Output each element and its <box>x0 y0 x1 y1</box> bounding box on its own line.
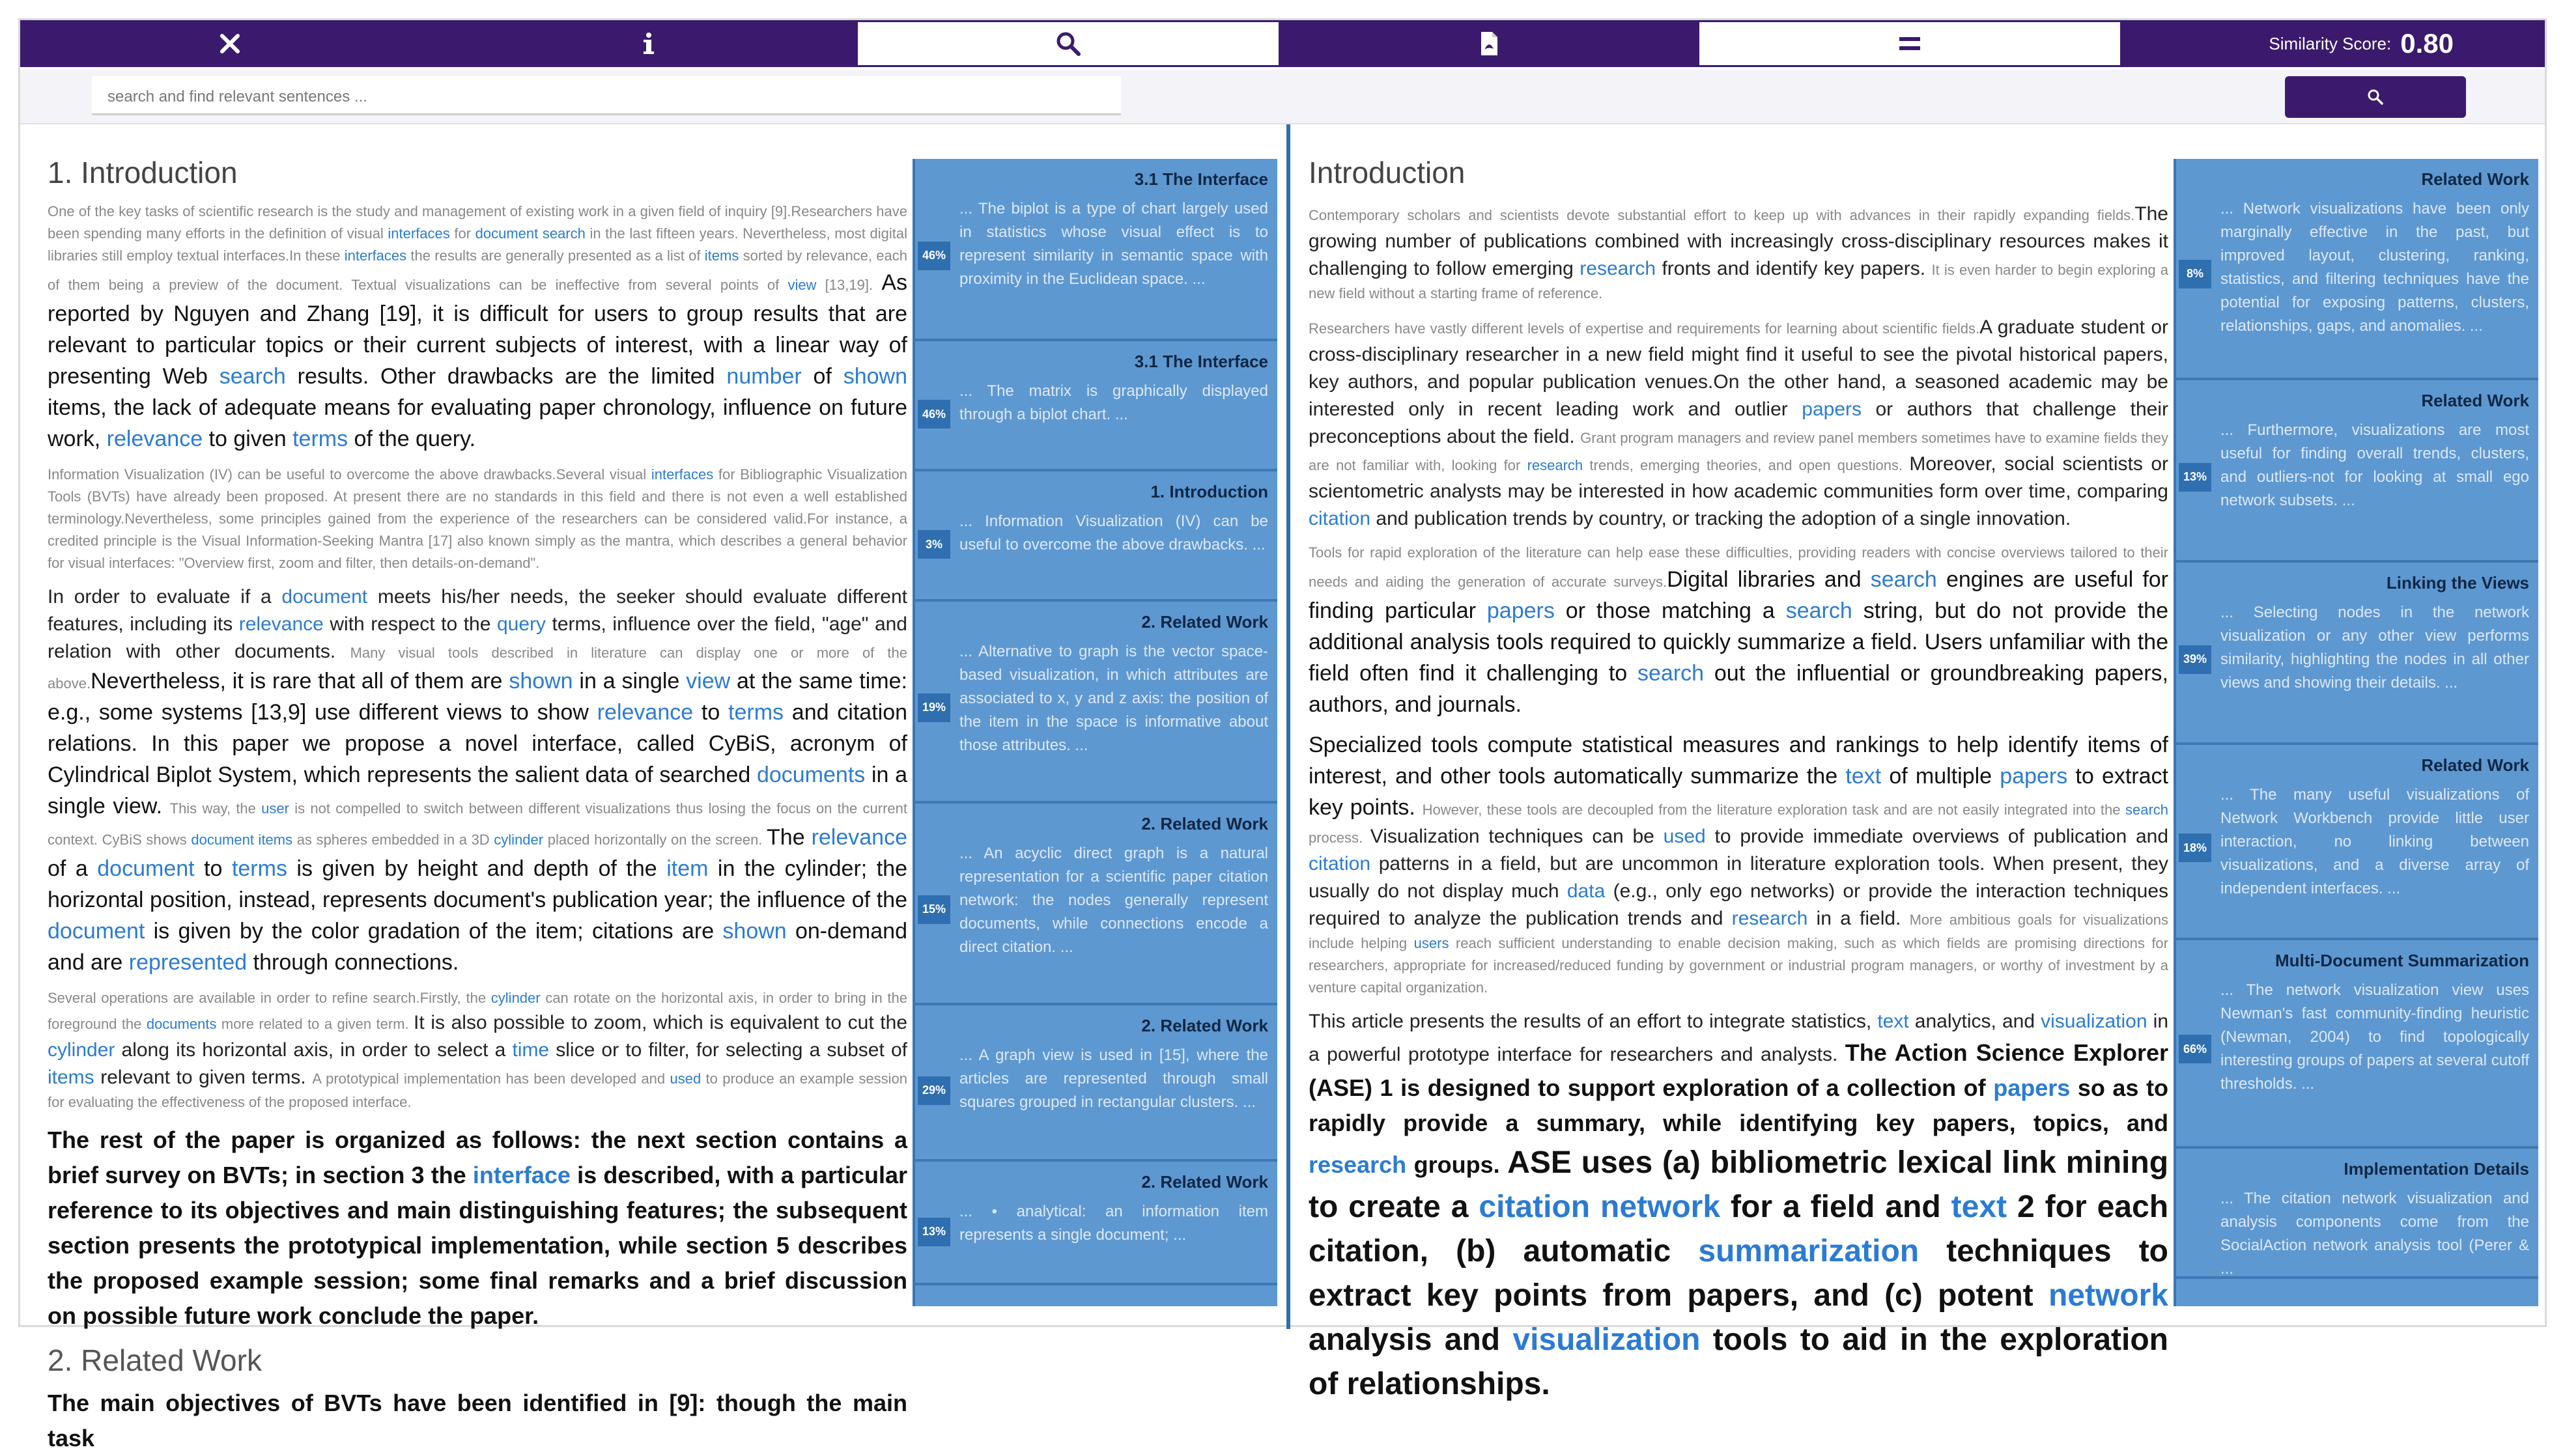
card-sentence-text: ... Furthermore, visualizations are most useful for finding overall trends, clusters, and outliers-not for looking at small ego network subsets. ... <box>2220 421 2529 509</box>
sentence-text: The Action Science Explorer (ASE) 1 is designed to support exploration of a collection of <box>1309 1039 2168 1101</box>
highlighted-term[interactable]: interfaces <box>651 466 714 483</box>
card-section-title: 3.1 The Interface <box>1134 352 1268 371</box>
highlighted-term[interactable]: documents <box>146 1016 217 1032</box>
highlighted-term[interactable]: items <box>48 1067 94 1088</box>
sentence-text: 2 for each citation, (b) automatic <box>1309 1190 2169 1268</box>
sentence-text: It is even harder to begin exploring a new field without a starting frame of reference. <box>1309 262 2169 301</box>
sentence-text: engines are useful for finding particular <box>1309 567 2168 623</box>
left-document-pane <box>48 141 1279 1451</box>
highlighted-term[interactable]: terms <box>292 427 348 451</box>
sentence-text: on-demand and are <box>48 919 907 975</box>
card-sentence-text: ... Selecting nodes in the network visualization or any other view performs similarity, highlighting the nodes in all other views and showing their details. ... <box>2220 604 2529 692</box>
highlighted-term[interactable]: relevance <box>106 427 203 451</box>
highlighted-term[interactable]: cylinder <box>490 990 541 1006</box>
sentence-text: in the cylinder; the horizontal position, instead, represents document's publication year; the influence of the <box>48 856 907 912</box>
toolbar <box>20 20 2545 67</box>
highlighted-term[interactable]: users <box>1413 935 1449 951</box>
sentence-text: through connections. <box>247 950 459 975</box>
sentence-text: Many visual tools described in literature can display one or more of the above. <box>48 645 908 692</box>
card-sentence-text: ... The citation network visualization and analysis components come from the SocialAction network analysis tool (Perer & ... <box>2220 1190 2529 1278</box>
similarity-percent-badge: 66% <box>2179 1035 2211 1063</box>
paragraph <box>1309 201 2168 305</box>
similar-sentence-card[interactable] <box>915 1005 1277 1162</box>
paragraph <box>48 1386 907 1456</box>
section-heading: 1. Introduction <box>48 156 238 189</box>
sentence-text: Visualization techniques can be <box>1370 826 1664 847</box>
highlighted-term[interactable]: number <box>726 364 802 389</box>
paragraph <box>48 201 907 455</box>
highlighted-term[interactable]: papers <box>1802 399 1862 420</box>
highlighted-term[interactable]: query <box>496 613 546 635</box>
card-section-title: 2. Related Work <box>1141 1016 1268 1035</box>
highlighted-term[interactable]: user <box>261 800 289 817</box>
highlighted-term[interactable]: text <box>1877 1011 1909 1032</box>
similar-sentence-card[interactable] <box>915 602 1277 804</box>
highlighted-term[interactable]: search <box>1870 567 1937 592</box>
similar-sentence-card[interactable] <box>2176 940 2538 1149</box>
paragraph <box>48 987 907 1113</box>
highlighted-term[interactable]: represented <box>128 950 248 975</box>
paragraph <box>48 1123 907 1334</box>
sentence-text: One of the key tasks of scientific research is the study and management of existing work in a given field of inquiry [9].Researchers have been spending many efforts in the definition of visual <box>48 203 907 242</box>
sentence-text: Specialized tools compute statistical measures and rankings to help identify items of interest, and other tools automatically summarize the <box>1309 733 2168 789</box>
search-icon <box>1055 31 1081 57</box>
right-similarity-sidebar <box>2174 159 2538 1306</box>
close-icon <box>217 31 243 57</box>
sentence-text: More ambitious goals for visualizations include helping <box>1309 912 2168 951</box>
highlighted-term[interactable]: visualization <box>1512 1323 1701 1357</box>
card-section-title: Related Work <box>2421 755 2529 775</box>
similarity-percent-badge: 29% <box>918 1076 950 1105</box>
sentence-text: placed horizontally on the screen. <box>543 832 767 848</box>
compare-tab-button[interactable] <box>1699 20 2120 67</box>
card-section-title: 1. Introduction <box>1150 482 1268 501</box>
similar-sentence-card[interactable] <box>2176 159 2538 380</box>
highlighted-term[interactable]: relevance <box>238 613 324 635</box>
sentence-text: However, these tools are decoupled from the literature exploration task and are not easily integrated into the <box>1422 802 2125 818</box>
similarity-label: Similarity Score: <box>2269 33 2392 53</box>
highlighted-term[interactable]: text <box>1845 764 1882 789</box>
sentence-text: Several operations are available in order to refine search.Firstly, the <box>48 990 491 1006</box>
similarity-percent-badge: 46% <box>918 400 950 428</box>
highlighted-term[interactable]: view <box>686 669 731 693</box>
paragraph <box>1309 314 2168 533</box>
highlighted-term[interactable]: shown <box>843 364 908 389</box>
similar-sentence-card[interactable] <box>2176 380 2538 563</box>
sentence-text: with respect to the <box>323 613 497 635</box>
highlighted-term[interactable]: research <box>1527 457 1583 473</box>
sentence-text: to <box>194 856 232 881</box>
sentence-text: tools to aid in the exploration of relationships. <box>1309 1323 2168 1401</box>
highlighted-term[interactable]: relevance <box>597 700 694 725</box>
search-tab-button[interactable] <box>858 20 1279 67</box>
sentence-text: to provide immediate overviews of publication and <box>1705 826 2169 847</box>
sentence-text: patterns in a field, but are uncommon in literature exploration tools. When present, they usually do not display much <box>1309 853 2168 902</box>
highlighted-term[interactable]: document <box>281 586 368 608</box>
sentence-text: meets his/her needs, the seeker should evaluate different features, including its <box>48 586 907 635</box>
sentence-text: can rotate on the horizontal axis, in order to bring in the foreground the <box>48 990 907 1032</box>
sentence-text: and publication trends by country, or tracking the adoption of a single innovation. <box>1370 508 2071 529</box>
highlighted-term[interactable]: search <box>219 364 286 389</box>
similar-sentence-card[interactable] <box>915 159 1277 341</box>
sentence-text: Digital libraries and <box>1667 567 1871 592</box>
paragraph <box>48 464 907 574</box>
sentence-text: is not compelled to switch between different visualizations thus losing the focus on the current context. CyBiS shows <box>48 800 907 848</box>
sentence-text: in a single view. <box>48 763 908 819</box>
sentence-text: [13,19]. <box>816 277 882 293</box>
sentence-text: ASE uses (a) bibliometric lexical link mining to create a <box>1309 1145 2169 1224</box>
right-document-pane <box>1309 141 2540 1401</box>
card-section-title: 2. Related Work <box>1141 814 1268 833</box>
search-bar <box>20 70 2545 124</box>
card-sentence-text: ... A graph view is used in [15], where the articles are represented through small squares grouped in rectangular clusters. ... <box>959 1046 1268 1111</box>
pdf-file-icon <box>1476 31 1502 57</box>
card-sentence-text: ... Network visualizations have been only marginally effective in the past, but improved layout, clustering, ranking, statistics, and filtering techniques have the potential for exposing patterns, clusters, relationships, gaps, and anomalies. ... <box>2220 200 2529 335</box>
sentence-text: The <box>767 825 812 850</box>
sentence-text: Moreover, social scientists or scientometric analysts may be interested in how academic communities form over time, comparing <box>1309 453 2169 502</box>
sentence-text: as spheres embedded in a 3D <box>292 832 494 848</box>
search-input[interactable]: search and find relevant sentences ... <box>92 76 1121 115</box>
sentence-text: of a <box>48 856 98 881</box>
sentence-text: fronts and identify key papers. <box>1656 258 1932 279</box>
card-sentence-text: ... An acyclic direct graph is a natural representation for a scientific paper citation network: the nodes generally represent documents, while connections encode a direct citation. ... <box>959 845 1268 956</box>
highlighted-term[interactable]: document <box>97 856 195 881</box>
card-section-title: 3.1 The Interface <box>1134 169 1268 189</box>
similarity-percent-badge: 46% <box>918 242 950 270</box>
highlighted-term[interactable]: citation <box>1309 508 1371 529</box>
card-section-title: Multi-Document Summarization <box>2274 951 2529 970</box>
highlighted-term[interactable]: citation <box>1309 853 1371 875</box>
highlighted-term[interactable]: relevance <box>811 825 907 850</box>
highlighted-term[interactable]: citation network <box>1479 1190 1721 1224</box>
highlighted-term[interactable]: search <box>2125 802 2169 818</box>
highlighted-term[interactable]: interface <box>472 1162 571 1188</box>
sentence-text: analysis and <box>1309 1323 1513 1357</box>
search-submit-button[interactable] <box>2285 76 2466 118</box>
sentence-text: trends, emerging theories, and open questions. <box>1583 457 1910 473</box>
paragraph <box>1309 542 2168 720</box>
highlighted-term[interactable]: network <box>2048 1278 2168 1313</box>
sentence-text: at the same time: e.g., some systems [13,9] use different views to show <box>48 669 907 725</box>
highlighted-term[interactable]: research <box>1580 258 1656 279</box>
sentence-text: The rest of the paper is organized as follows: the next section contains a brief survey on BVTs; in section 3 the <box>48 1127 907 1188</box>
highlighted-term[interactable]: view <box>787 277 817 293</box>
similarity-score <box>2120 20 2545 67</box>
sentence-text: Researchers have vastly different levels of expertise and requirements for learning about scientific fields. <box>1309 320 1980 337</box>
sentence-text: Tools for rapid exploration of the literature can help ease these difficulties, providing readers with concise overviews tailored to their needs and aiding the generation of accurate surveys. <box>1309 544 2168 590</box>
similarity-percent-badge: 19% <box>918 693 950 722</box>
sentence-text: or authors that challenge their preconceptions about the field. <box>1309 399 2169 447</box>
sentence-text: and citation relations. In this paper we propose a novel interface, called CyBiS, acronym of Cylindrical Biplot System, which represents the salient data of searched <box>48 700 908 787</box>
highlighted-term[interactable]: used <box>670 1071 701 1087</box>
sentence-text: is described, with a particular reference to its objectives and main distinguishing features; the subsequent section presents the prototypical implementation, while section 5 describes the proposed example session; some final remarks and a brief discussion on possible future work conclude the paper. <box>48 1162 907 1329</box>
sentence-text: to extract key points. <box>1309 764 2168 820</box>
highlighted-term[interactable]: terms <box>231 856 287 881</box>
card-section-title: Related Work <box>2421 391 2529 410</box>
card-section-title: Related Work <box>2421 169 2529 189</box>
highlighted-term[interactable]: interfaces <box>344 247 407 264</box>
search-icon <box>2367 89 2384 105</box>
similar-sentence-card[interactable] <box>915 1162 1277 1285</box>
sentence-text: A prototypical implementation has been developed and <box>312 1071 670 1087</box>
sentence-text: reach sufficient understanding to enable decision making, such as which fields are promising directions for researchers, appropriate for increased/reduced funding by government or industrial program managers, or worthy of investment by a venture capital organization. <box>1309 935 2168 996</box>
sentence-text: in a powerful prototype interface for researchers and analysts. <box>1309 1011 2169 1065</box>
close-button[interactable] <box>20 20 439 67</box>
highlighted-term[interactable]: documents <box>756 763 866 787</box>
highlighted-term[interactable]: papers <box>1993 1074 2071 1101</box>
card-sentence-text: ... The matrix is graphically displayed through a biplot chart. ... <box>959 382 1268 423</box>
highlighted-term[interactable]: research <box>1309 1151 1407 1178</box>
sentence-text: is given by height and depth of the <box>287 856 667 881</box>
sentence-text: to <box>693 700 729 725</box>
highlighted-term[interactable]: shown <box>722 919 787 944</box>
sentence-text: analytics, and <box>1908 1011 2041 1032</box>
sentence-text: for a field and <box>1720 1190 1951 1224</box>
similarity-percent-badge: 18% <box>2179 833 2211 862</box>
highlighted-term[interactable]: used <box>1663 826 1706 847</box>
sentence-text: The main objectives of BVTs have been identified in [9]: though the main task <box>48 1390 907 1451</box>
highlighted-term[interactable]: research <box>1731 908 1808 929</box>
sentence-text: process. <box>1309 830 1370 846</box>
sentence-text: This article presents the results of an effort to integrate statistics, <box>1309 1011 1878 1032</box>
app-frame <box>18 18 2547 1451</box>
sentence-text: A graduate student or cross-disciplinary researcher in a new field might find it useful to see the pivotal historical papers, key authors, and popular publication venues.On the other hand, a seasoned academic may be interested only in recent leading work and outlier <box>1309 316 2169 420</box>
similarity-percent-badge: 39% <box>2179 645 2211 674</box>
sentence-text: The growing number of publications combined with increasingly cross-disciplinary resources makes it challenging to follow emerging <box>1309 203 2168 279</box>
highlighted-term[interactable]: time <box>512 1039 550 1061</box>
highlighted-term[interactable]: document items <box>191 832 293 848</box>
sentence-text: in a single <box>573 669 687 693</box>
right-document-text[interactable] <box>1309 141 2169 1401</box>
similarity-percent-badge: 8% <box>2179 260 2211 288</box>
section-heading: Introduction <box>1309 156 1466 189</box>
highlighted-term[interactable]: cylinder <box>48 1039 115 1061</box>
paragraph <box>48 583 907 978</box>
card-sentence-text: ... The biplot is a type of chart largely used in statistics whose visual effect is to represent similarity in semantic space with proximity in the Euclidean space. ... <box>959 200 1268 288</box>
highlighted-term[interactable]: cylinder <box>494 832 544 848</box>
left-similarity-sidebar <box>913 159 1277 1306</box>
pdf-button[interactable] <box>1279 20 1699 67</box>
sentence-text: of <box>801 364 843 389</box>
sentence-text: Contemporary scholars and scientists devote substantial effort to keep up with advances in their rapidly expanding fields. <box>1309 207 2135 223</box>
highlighted-term[interactable]: text <box>1951 1190 2007 1224</box>
sentence-text: sorted by relevance, each of them being a preview of the document. Textual visualizations can be ineffective from several points of <box>48 247 907 293</box>
similarity-value: 0.80 <box>2400 28 2454 59</box>
sentence-text: in a field. <box>1807 908 1910 929</box>
sentence-text: (e.g., only ego networks) or provide the interaction techniques required to analyze the publication trends and <box>1309 880 2169 929</box>
card-section-title: Linking the Views <box>2386 573 2529 593</box>
card-sentence-text: ... Information Visualization (IV) can be useful to overcome the above drawbacks. ... <box>959 512 1268 553</box>
card-sentence-text: ... • analytical: an information item represents a single document; ... <box>959 1203 1268 1244</box>
sentence-text: As reported by Nguyen and Zhang [19], it is difficult for users to group results that are relevant to particular topics or their current subjects of interest, with a linear way of presenting Web <box>48 270 907 389</box>
sentence-text: of the query. <box>348 427 476 451</box>
sentence-text: slice or to filter, for selecting a subset of <box>549 1039 907 1061</box>
similar-sentence-card[interactable] <box>2176 563 2538 745</box>
similarity-percent-badge: 13% <box>2179 463 2211 492</box>
card-section-title: 2. Related Work <box>1141 1172 1268 1192</box>
sentence-text: results. Other drawbacks are the limited <box>285 364 727 389</box>
info-button[interactable] <box>439 20 858 67</box>
sentence-text: so as to rapidly provide a summary, while identifying key papers, topics, and <box>1309 1074 2168 1136</box>
sentence-text: In order to evaluate if a <box>48 586 282 608</box>
sentence-text: items, the lack of adequate means for evaluating paper chronology, influence on future work, <box>48 395 907 451</box>
sentence-text: out the influential or groundbreaking papers, authors, and journals. <box>1309 661 2168 717</box>
highlighted-term[interactable]: document <box>48 919 145 944</box>
paragraph <box>1309 1008 2168 1407</box>
equals-icon <box>1897 31 1923 57</box>
sentence-text: to produce an example session for evaluating the effectiveness of the proposed interface. <box>48 1071 907 1110</box>
similarity-percent-badge: 3% <box>918 530 950 559</box>
highlighted-term[interactable]: summarization <box>1698 1234 1920 1268</box>
sentence-text: Grant program managers and review panel members sometimes have to examine fields they are not familiar with, looking for <box>1309 430 2168 473</box>
sentence-text: relevant to given terms. <box>94 1067 313 1088</box>
card-sentence-text: ... The many useful visualizations of Network Workbench provide little user interaction, no linking between visualizations, and a diverse array of independent interfaces. ... <box>2220 786 2529 897</box>
sentence-text: or those matching a <box>1554 598 1786 623</box>
sentence-text: terms, influence over the field, "age" and relation with other documents. <box>48 613 907 662</box>
card-section-title: 2. Related Work <box>1141 612 1268 632</box>
similarity-percent-badge: 15% <box>918 895 950 924</box>
highlighted-term[interactable]: search <box>1637 661 1705 686</box>
highlighted-term[interactable]: papers <box>1486 598 1555 623</box>
paragraph <box>1309 729 2168 999</box>
sentence-text: string, but do not provide the additional analysis tools required to quickly summarize a field. Users unfamiliar with the field often find it challenging to <box>1309 598 2169 686</box>
sentence-text: in the last fifteen years. Nevertheless, most digital libraries still employ textual interfaces.In these <box>48 225 907 264</box>
highlighted-term[interactable]: interfaces <box>388 225 450 242</box>
highlighted-term[interactable]: visualization <box>2041 1011 2147 1032</box>
card-sentence-text: ... The network visualization view uses Newman's fast community-finding heuristic (Newman, 2004) to find topologically interesting groups of papers at several cutoff thresholds. ... <box>2220 981 2529 1093</box>
highlighted-term[interactable]: item <box>666 856 709 881</box>
section-heading: 2. Related Work <box>48 1343 262 1377</box>
left-document-text[interactable] <box>48 141 908 1451</box>
similar-sentence-card[interactable] <box>915 471 1277 602</box>
similar-sentence-card[interactable] <box>2176 1149 2538 1279</box>
similar-sentence-card[interactable] <box>915 341 1277 471</box>
sentence-text: techniques to extract key points from papers, and (c) potent <box>1309 1234 2169 1313</box>
sentence-text: is given by the color gradation of the item; citations are <box>145 919 723 944</box>
sentence-text: for Bibliographic Visualization Tools (BVTs) have already been proposed. At present there are no standards in this field and there is not even a well established terminology.Nevertheless, some principles gained from the experience of the researchers can be considered valid.For instance, a credited principle is the Visual Information-Seeking Mantra [17] also known simply as the mantra, which describes a general behavior for visual interfaces: "Overview first, zoom and filter, then details-on-demand". <box>48 466 907 571</box>
sentence-text: Information Visualization (IV) can be useful to overcome the above drawbacks.Several visual <box>48 466 651 483</box>
similar-sentence-card[interactable] <box>2176 745 2538 940</box>
sentence-text: the results are generally presented as a list of <box>406 247 705 264</box>
card-section-title: Implementation Details <box>2344 1159 2529 1179</box>
sentence-text: of multiple <box>1881 764 2000 789</box>
sentence-text: groups. <box>1406 1151 1508 1178</box>
highlighted-term[interactable]: terms <box>728 700 784 725</box>
highlighted-term[interactable]: search <box>1785 598 1852 623</box>
highlighted-term[interactable]: shown <box>509 669 573 693</box>
highlighted-term[interactable]: data <box>1566 880 1606 902</box>
similar-sentence-card[interactable] <box>915 804 1277 1005</box>
sentence-text: along its horizontal axis, in order to select a <box>115 1039 513 1061</box>
sentence-text: to given <box>203 427 293 451</box>
sentence-text: Nevertheless, it is rare that all of them are <box>91 669 509 693</box>
sentence-text: This way, the <box>169 800 262 817</box>
sentence-text: It is also possible to zoom, which is equivalent to cut the <box>414 1012 908 1033</box>
highlighted-term[interactable]: papers <box>2000 764 2068 789</box>
highlighted-term[interactable]: items <box>704 247 739 264</box>
info-icon <box>636 31 662 57</box>
highlighted-term[interactable]: document search <box>475 225 586 242</box>
sentence-text: more related to a given term. <box>216 1016 414 1032</box>
similarity-percent-badge: 13% <box>918 1218 950 1246</box>
pane-divider[interactable] <box>1286 124 1290 1329</box>
card-sentence-text: ... Alternative to graph is the vector space-based visualization, in which attributes are associated to x, y and z axis: the position of the item in the space is informative about those attributes. ... <box>959 643 1268 754</box>
sentence-text: for <box>449 225 475 242</box>
